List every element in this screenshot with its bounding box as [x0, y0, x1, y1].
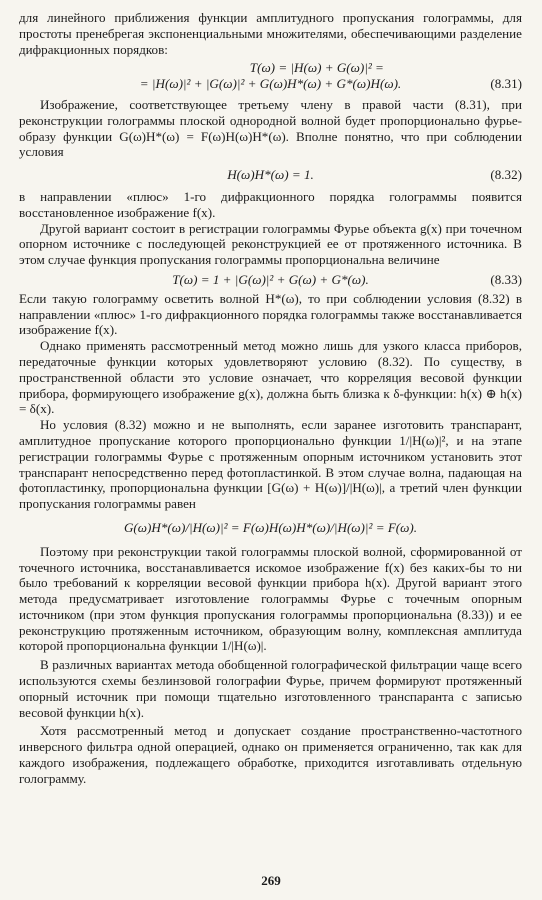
- paragraph-4: Если такую голограмму осветить волной H*(ω), то при соблюдении условия (8.32) в направлении «плюс» 1-го дифракционного порядка голограммы также восстанавливается изображение f(x).: [19, 290, 522, 338]
- equation-number-8-32: (8.32): [490, 167, 522, 183]
- page-number: 269: [261, 873, 281, 888]
- paragraph-intro: для линейного приближения функции амплитудного пропускания голограммы, для простоты пренебрегая экспоненциальными множителями, обеспечивающими разделение дифракционных порядков:: [19, 10, 522, 57]
- paragraph-3: Другой вариант состоит в регистрации голограммы Фурье объекта g(x) при точечном опорном источнике с последующей реконструкцией ее от протяженного источника. В этом случае функция пропускания голограммы пропорциональна величине: [19, 220, 522, 268]
- equation-8-33-body: T(ω) = 1 + |G(ω)|² + G(ω) + G*(ω).: [172, 271, 369, 287]
- equation-8-31-line2: = |H(ω)|² + |G(ω)|² + G(ω)H*(ω) + G*(ω)H(ω).: [139, 76, 402, 92]
- equation-8-31: [19, 60, 522, 92]
- paragraph-9: Хотя рассмотренный метод и допускает создание пространственно-частотного инверсного фильтра одной операцией, однако он применяется ограниченно, так как для каждого изображения, подлежащего обработке, приходится изготавливать отдельную голограмму.: [19, 723, 522, 786]
- paragraph-7: Поэтому при реконструкции такой голограммы плоской волной, сформированной от точечного источника, восстанавливается искомое изображение f(x) без каких-бы то ни было требований к корреляции весовой функции прибора h(x). Другой вариант этого метода предусматривает изготовление голограммы Фурье с точечным опорным источником (при этом функция пропускания голограммы пропорциональна (8.33)) и ее реконструкцию протяженным источником, образующим волну, комплексная амплитуда которой пропорциональна функции 1/|H(ω)|.: [19, 543, 522, 654]
- equation-8-34: [19, 520, 522, 536]
- paragraph-5: Однако применять рассмотренный метод можно лишь для узкого класса приборов, передаточные функции которых удовлетворяют условию (8.32). По существу, в пространственной области это условие означает, что корреляция весовой функции прибора, формирующего изображение g(x), должна быть близка к δ-функции: h(x) ⊕ h(x) = δ(x).: [19, 338, 522, 417]
- paragraph-2: в направлении «плюс» 1-го дифракционного порядка голограммы появится восстановленное изображение f(x).: [19, 188, 522, 220]
- equation-8-32-body: H(ω)H*(ω) = 1.: [227, 167, 314, 183]
- equation-8-34-body: G(ω)H*(ω)/|H(ω)|² = F(ω)H(ω)H*(ω)/|H(ω)|² = F(ω).: [123, 519, 418, 535]
- paragraph-1: Изображение, соответствующее третьему члену в правой части (8.31), при реконструкции голограммы плоской однородной волной будет пропорционально фурье-образу функции G(ω)H*(ω) = F(ω)H(ω)H*(ω). Вполне понятно, что при соблюдении условия: [19, 96, 522, 160]
- equation-number-8-33: (8.33): [490, 271, 522, 287]
- paragraph-8: В различных вариантах метода обобщенной голографической фильтрации чаще всего используются схемы безлинзовой голографии Фурье, причем формируют протяженный опорный источник при помощи тщательно изготовленного транспаранта с записью весовой функции h(x).: [19, 657, 522, 720]
- equation-8-31-line1: T(ω) = |H(ω) + G(ω)|² =: [249, 60, 384, 76]
- equation-8-32: [19, 167, 522, 183]
- equation-8-33: [19, 272, 522, 288]
- equation-number-8-31: (8.31): [490, 76, 522, 92]
- paragraph-6: Но условия (8.32) можно и не выполнять, если заранее изготовить транспарант, амплитудное пропускание которого пропорционально функции 1/|H(ω)|², и на этапе регистрации голограммы Фурье с протяженным опорным источником установить этот транспарант непосредственно перед фотопластинкой. В этом случае волна, падающая на фотопластинку, пропорциональна функции [G(ω) + H(ω)]/|H(ω)|, а третий член функции пропускания голограммы равен: [19, 417, 522, 512]
